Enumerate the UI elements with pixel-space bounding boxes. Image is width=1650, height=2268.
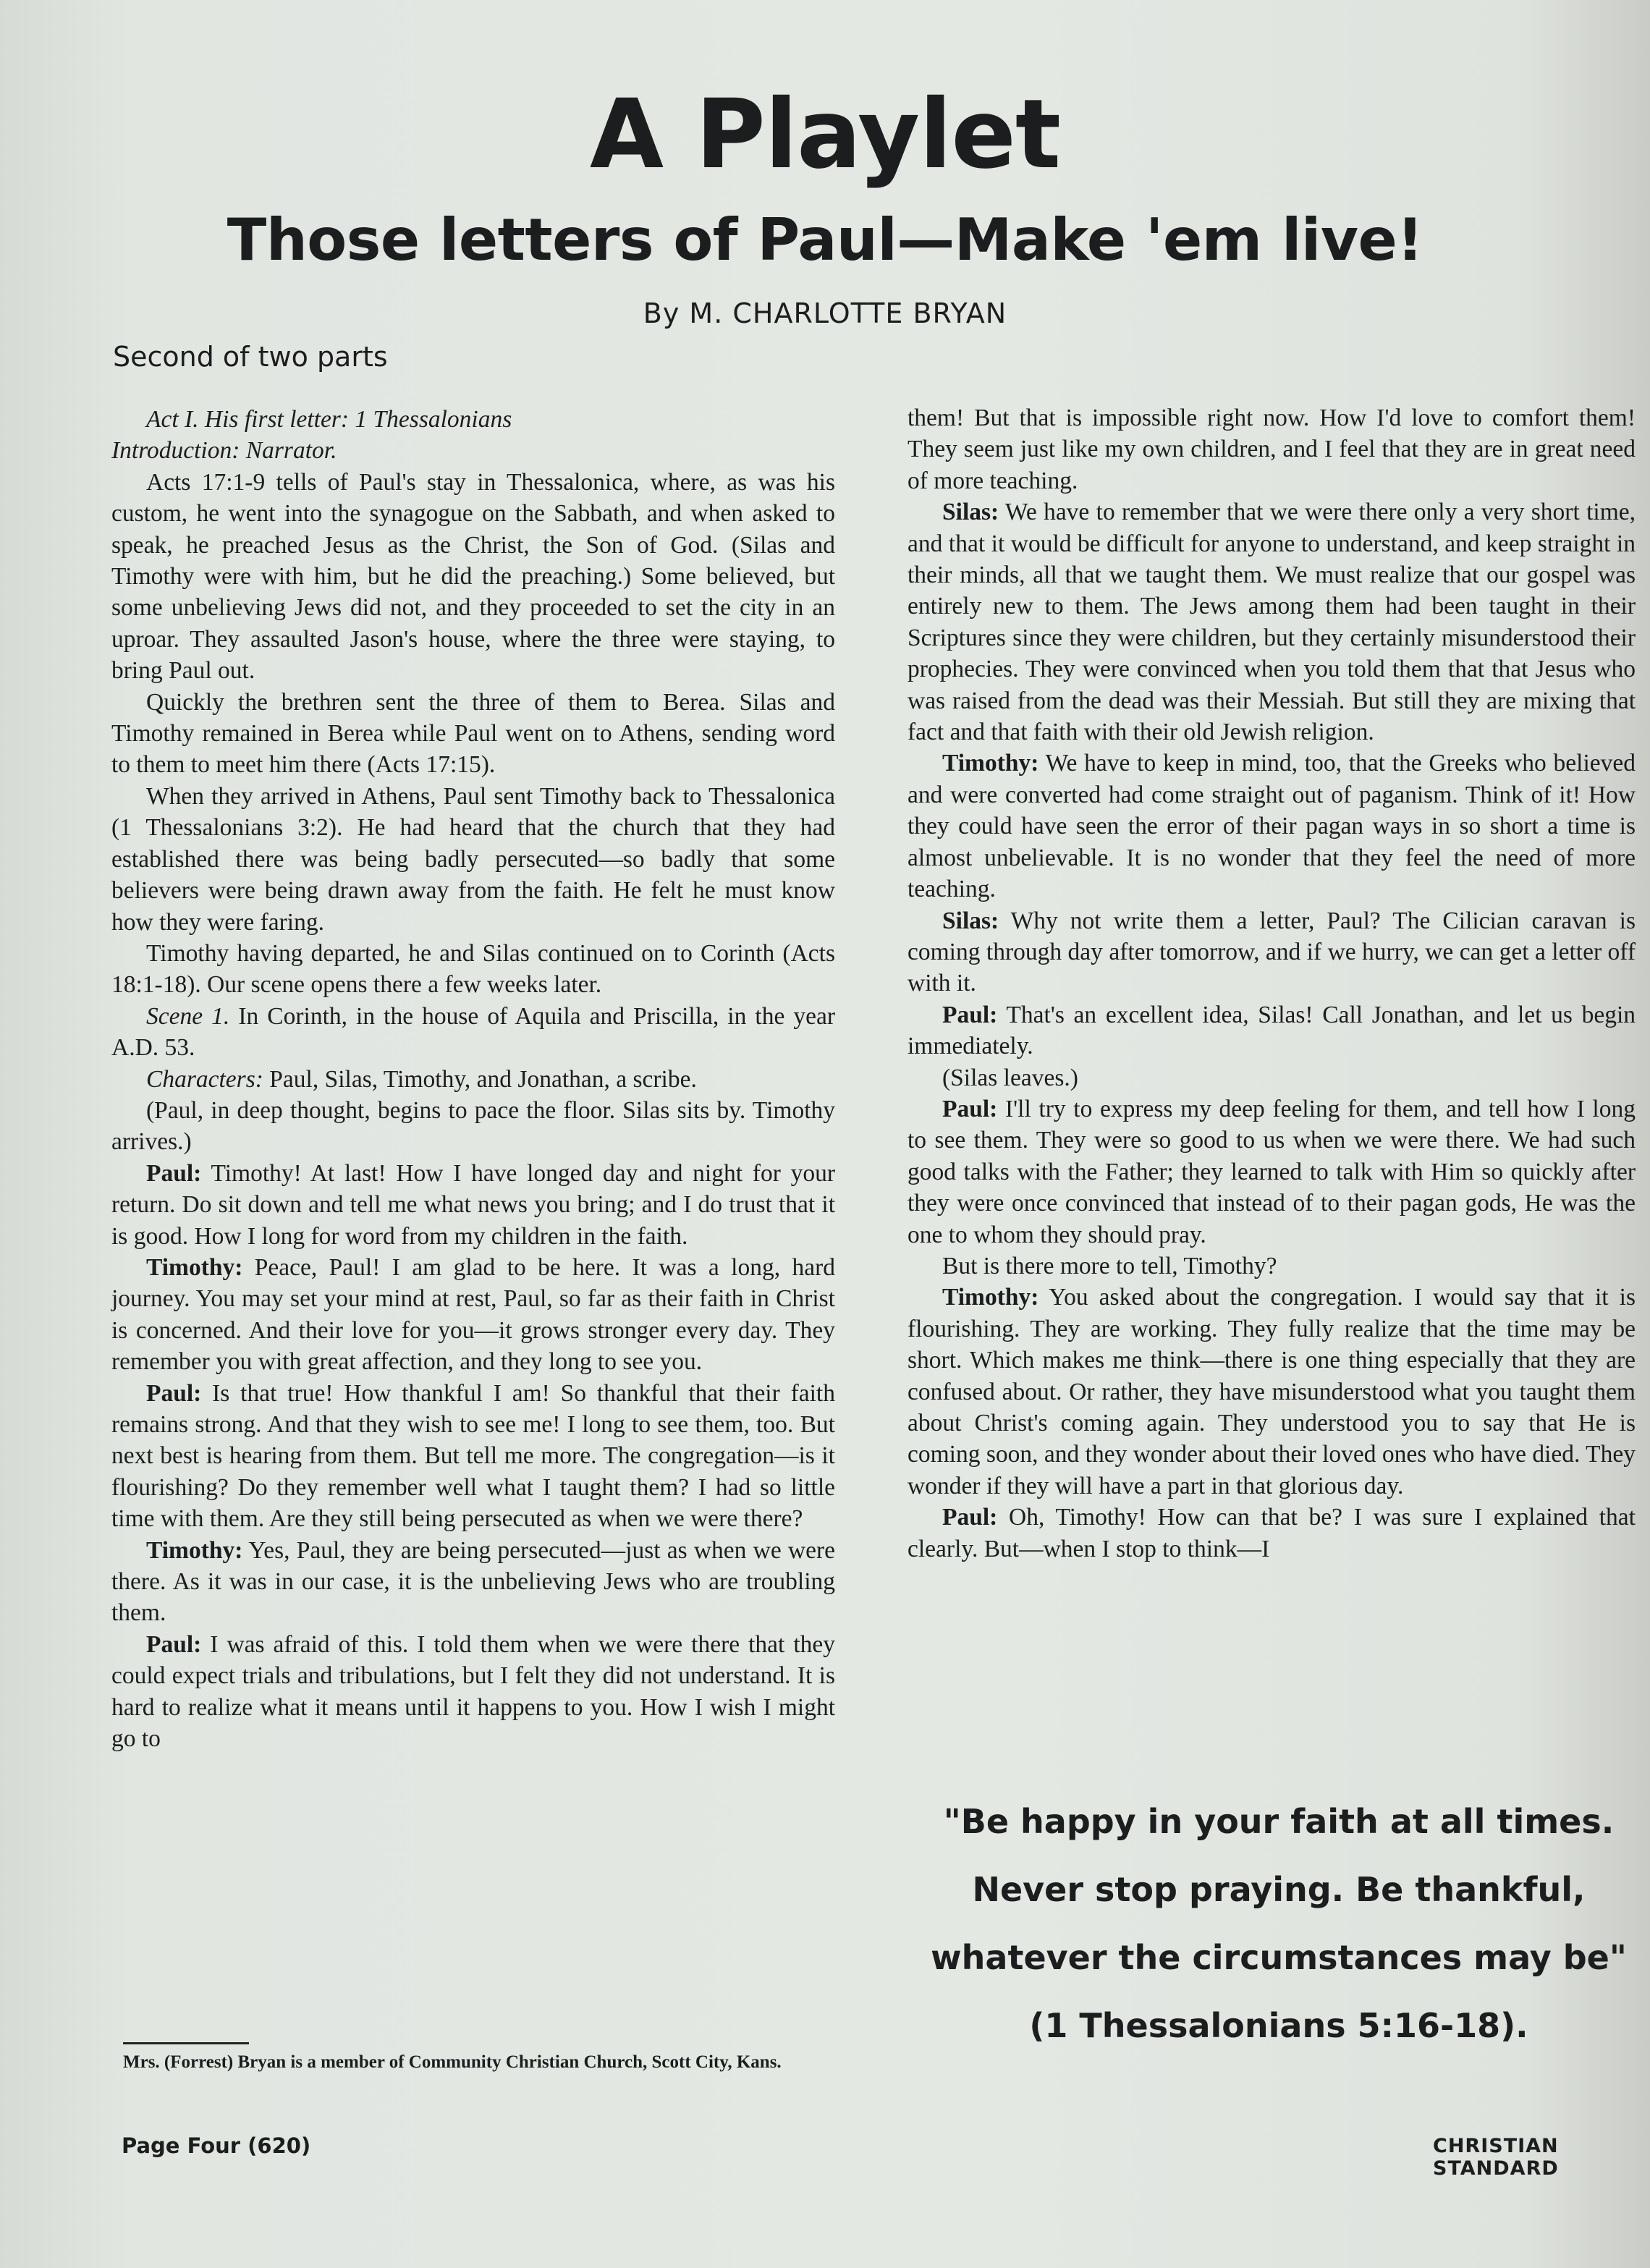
dialogue-paul: Paul: I was afraid of this. I told them when we were there that they could expect trials and tribulations, but I felt they did not understand. It is hard to realize what it means until it happens to you. How I wish I might go to: [111, 1630, 835, 1753]
act-heading: Act I. His first letter: 1 Thessalonians: [146, 406, 512, 433]
page-number: Page Four (620): [122, 2133, 311, 2158]
publication-name: CHRISTIAN STANDARD: [1433, 2135, 1559, 2180]
dialogue-silas: Silas: We have to remember that we were there only a very short time, and that it would be difficult for anyone to understand, and keep straight in their minds, all that we taught them. We must realize that our gospel was entirely new to them. The Jews among them had been taught in their Scriptures since they were children, but they certainly misunderstood their prophecies. They were convinced when you told them that that Jesus who was raised from the dead was their Messiah. But still they are mixing that fact and that faith with their old Jewish religion.: [908, 499, 1636, 746]
paragraph-continued: them! But that is impossible right now. How I'd love to comfort them! They seem just like my own children, and I feel that they are in great need of more teaching.: [908, 405, 1636, 494]
speaker-name: Paul:: [146, 1379, 202, 1407]
paragraph: Timothy having departed, he and Silas continued on to Corinth (Acts 18:1-18). Our scene opens there a few weeks later.: [111, 939, 835, 999]
stage-direction: (Silas leaves.): [942, 1064, 1078, 1091]
characters-line: Characters: Paul, Silas, Timothy, and Jonathan, a scribe.: [146, 1065, 697, 1093]
article-subtitle: Those letters of Paul—Make 'em live!: [227, 206, 1423, 274]
speaker-name: Timothy:: [942, 750, 1039, 777]
left-column: [111, 404, 835, 1754]
dialogue-paul: Paul: That's an excellent idea, Silas! Call Jonathan, and let us begin immediately.: [908, 1001, 1636, 1060]
speaker-name: Silas:: [942, 499, 999, 526]
paragraph: Acts 17:1-9 tells of Paul's stay in Thessalonica, where, as was his custom, he went into the synagogue on the Sabbath, and when asked to speak, he preached Jesus as the Christ, the Son of God. (Silas and Timothy were with him, but he did the preaching.) Some believed, but some unbelieving Jews did not, and they proceeded to set the city in an uproar. They assaulted Jason's house, where the three were staying, to bring Paul out.: [111, 468, 835, 685]
pull-quote: "Be happy in your faith at all times. Never stop praying. Be thankful, whatever the circumstances may be" (1 Thessalonians 5:16-18).: [931, 1802, 1627, 2045]
speaker-name: Paul:: [146, 1630, 202, 1658]
footnote-divider: [123, 2042, 249, 2044]
speaker-name: Paul:: [942, 1095, 998, 1122]
dialogue-silas: Silas: Why not write them a letter, Paul? The Cilician caravan is coming through day after tomorrow, and if we hurry, we can get a letter off with it.: [908, 907, 1636, 997]
introduction-line: Introduction: Narrator.: [111, 437, 337, 465]
speaker-name: Paul:: [942, 1001, 998, 1028]
speaker-name: Silas:: [942, 907, 999, 934]
paragraph: When they arrived in Athens, Paul sent Timothy back to Thessalonica (1 Thessalonians 3:2). He had heard that the church that they had established there was being badly persecuted—so badly that some believers were being drawn away from the faith. He felt he must know how they were faring.: [111, 782, 835, 936]
author-footnote: Mrs. (Forrest) Bryan is a member of Community Christian Church, Scott City, Kans.: [123, 2052, 782, 2072]
speaker-name: Paul:: [146, 1159, 202, 1187]
scene-heading: Scene 1. In Corinth, in the house of Aquila and Priscilla, in the year A.D. 53.: [111, 1002, 835, 1062]
dialogue-paul: Paul: Is that true! How thankful I am! So thankful that their faith remains strong. And that they wish to see me! I long to see them, too. But next best is hearing from them. But tell me more. The congregation—is it flourishing? Do they remember well what I taught them? I had so little time with them. Are they still being persecuted as when we were there?: [111, 1379, 835, 1533]
speaker-name: Timothy:: [942, 1284, 1039, 1311]
part-note: Second of two parts: [113, 341, 388, 373]
stage-direction: (Paul, in deep thought, begins to pace the floor. Silas sits by. Timothy arrives.): [111, 1096, 835, 1156]
dialogue-timothy: Timothy: We have to keep in mind, too, that the Greeks who believed and were converted had come straight out of paganism. Think of it! How they could have seen the error of their pagan ways in so short a time is almost unbelievable. It is no wonder that they feel the need of more teaching.: [908, 750, 1636, 903]
dialogue-timothy: Timothy: Peace, Paul! I am glad to be here. It was a long, hard journey. You may set your mind at rest, Paul, so far as their faith in Christ is concerned. And their love for you—it grows stronger every day. They remember you with great affection, and they long to see you.: [111, 1253, 835, 1376]
dialogue-timothy: Timothy: You asked about the congregation. I would say that it is flourishing. They are working. They fully realize that the time may be short. Which makes me think—there is one thing especially that they are confused about. Or rather, they have misunderstood what you taught them about Christ's coming again. They understood you to say that He is coming soon, and they wonder about their loved ones who have died. They wonder if they will have a part in that glorious day.: [908, 1284, 1636, 1499]
article-title: A Playlet: [589, 79, 1061, 190]
dialogue-paul: Paul: I'll try to express my deep feeling for them, and tell how I long to see them. They were so good to us when we were there. We had such good talks with the Father; they learned to talk with Him so quickly after they were once convinced that instead of to their pagan gods, He was the one to whom they should pray.: [908, 1095, 1636, 1248]
dialogue-paul: Paul: Timothy! At last! How I have longed day and night for your return. Do sit down and tell me what news you bring; and I do trust that it is good. How I long for word from my children in the faith.: [111, 1159, 835, 1250]
byline: By M. CHARLOTTE BRYAN: [643, 297, 1007, 329]
speaker-name: Paul:: [942, 1504, 998, 1531]
paragraph: Quickly the brethren sent the three of them to Berea. Silas and Timothy remained in Berea while Paul went on to Athens, sending word to them to meet him there (Acts 17:15).: [111, 688, 835, 779]
right-column: [908, 402, 1636, 1565]
dialogue-timothy: Timothy: Yes, Paul, they are being persecuted—just as when we were there. As it was in our case, it is the unbelieving Jews who are troubling them.: [111, 1536, 835, 1627]
dialogue-paul: Paul: Oh, Timothy! How can that be? I was sure I explained that clearly. But—when I stop to think—I: [908, 1504, 1636, 1562]
speaker-name: Timothy:: [146, 1253, 243, 1281]
speaker-name: Timothy:: [146, 1536, 243, 1564]
dialogue-paul: But is there more to tell, Timothy?: [942, 1252, 1277, 1279]
